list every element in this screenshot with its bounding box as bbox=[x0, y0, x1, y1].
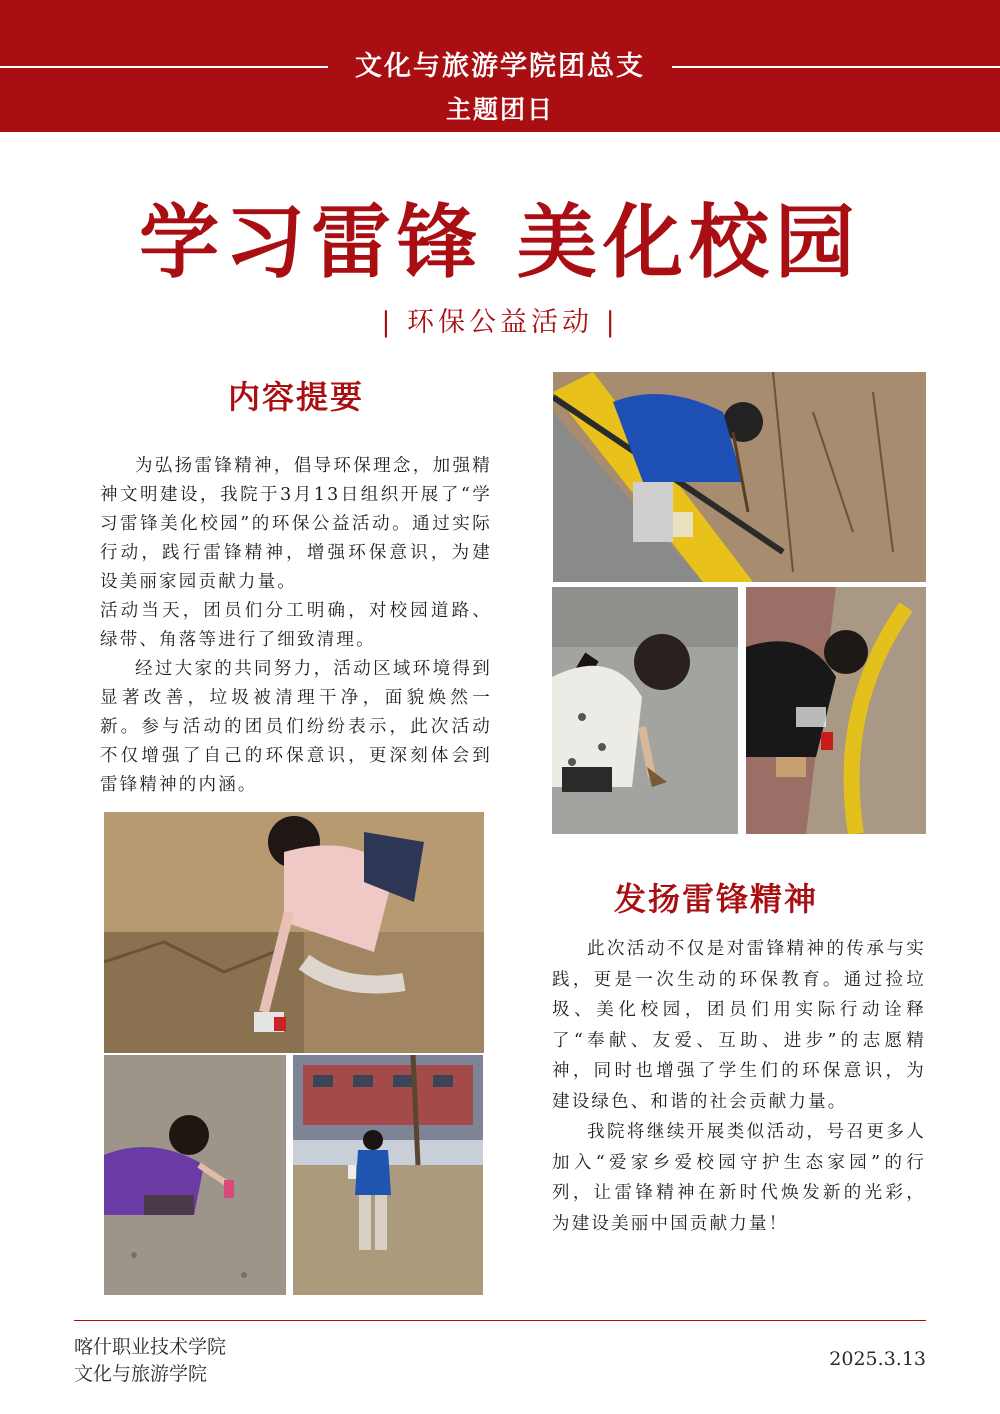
footer-institution bbox=[74, 1334, 226, 1388]
section-heading-summary: 内容提要 bbox=[228, 378, 365, 416]
activity-photo-5 bbox=[104, 1055, 286, 1295]
section-summary-body bbox=[100, 452, 492, 800]
header-organization: 文化与旅游学院团总支 bbox=[355, 51, 645, 82]
activity-photo-2 bbox=[552, 587, 738, 834]
activity-photo-1 bbox=[553, 372, 926, 582]
header-subtitle: 主题团日 bbox=[445, 95, 554, 124]
footer-date: 2025.3.13 bbox=[829, 1348, 926, 1370]
summary-paragraph: 活动当天，团员们分工明确，对校园道路、绿带、角落等进行了细致清理。 bbox=[100, 601, 492, 650]
summary-paragraph: 经过大家的共同努力，活动区域环境得到显著改善，垃圾被清理干净，面貌焕然一新。参与活动的团员们纷纷表示，此次活动不仅增强了自己的环保意识，更深刻体会到雷锋精神的内涵。 bbox=[100, 659, 492, 795]
page-title: 学习雷锋 美化校园 bbox=[139, 195, 861, 289]
activity-photo-4 bbox=[104, 812, 484, 1053]
spirit-paragraph: 我院将继续开展类似活动，号召更多人加入“爱家乡爱校园守护生态家园”的行列，让雷锋精神在新时代焕发新的光彩，为建设美丽中国贡献力量！ bbox=[552, 1122, 926, 1234]
page-subtitle: | 环保公益活动 | bbox=[381, 307, 619, 338]
section-heading-spirit: 发扬雷锋精神 bbox=[614, 880, 819, 918]
spirit-paragraph: 此次活动不仅是对雷锋精神的传承与实践，更是一次生动的环保教育。通过捡垃圾、美化校园，团员们用实际行动诠释了“奉献、友爱、互助、进步”的志愿精神，同时也增强了学生们的环保意识，为建设绿色、和谐的社会贡献力量。 bbox=[552, 939, 926, 1112]
summary-paragraph: 为弘扬雷锋精神，倡导环保理念，加强精神文明建设，我院于3月13日组织开展了“学习雷锋美化校园”的环保公益活动。通过实际行动，践行雷锋精神，增强环保意识，为建设美丽家园贡献力量。 bbox=[100, 456, 492, 592]
activity-photo-6 bbox=[293, 1055, 483, 1295]
footer-school: 喀什职业技术学院 bbox=[74, 1336, 227, 1358]
footer-divider bbox=[74, 1320, 926, 1321]
footer-college: 文化与旅游学院 bbox=[74, 1363, 208, 1385]
section-spirit-body bbox=[552, 934, 926, 1239]
activity-photo-3 bbox=[746, 587, 926, 834]
